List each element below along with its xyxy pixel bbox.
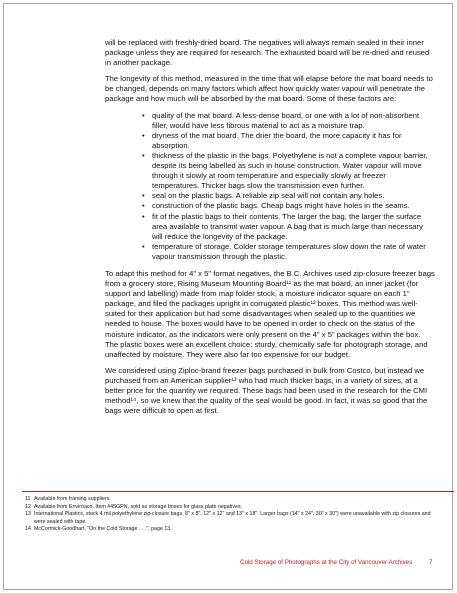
footnotes [25, 496, 435, 534]
footnote-number: 13 [25, 511, 31, 518]
footnote [25, 511, 435, 526]
footer-title: Cold Storage of Photographs at the City of Vancouver Archives [240, 559, 413, 566]
page-number: 7 [429, 559, 433, 566]
footnote-text: Available from framing suppliers. [34, 496, 111, 502]
running-footer [240, 559, 440, 566]
list-item: • fit of the plastic bags to their contents. The larger the bag, the larger the surface area available to transmit water vapour. A bag that is much large than necessary will reduce the longevity of the package. [152, 212, 435, 242]
factor-list [105, 111, 435, 262]
body-text [105, 38, 435, 422]
list-item: • construction of the plastic bags. Cheap bags might have holes in the seams. [152, 201, 435, 211]
paragraph: We considered using Ziploc-brand freezer bags purchased in bulk from Costco, but instead we purchased from an American supplier¹³ who had much thicker bags, in a variety of sizes, at a better price for the quantity we required. These bags had been used in the research for the CMI method¹⁴, so we knew that the quality of the seal would be good. In fact, it was so good that the bags were difficult to open at first. [105, 365, 428, 416]
footnote [25, 496, 435, 504]
list-item: • thickness of the plastic in the bags. Polyethylene is not a complete vapour barrier, despite its being labelled as such in house construction. Water vapour will move through it slowly at room temperature and especially slowly at freezer temperatures. Thicker bags slow the transmission even further. [152, 151, 435, 191]
list-item: • temperature of storage. Colder storage temperatures slow down the rate of water vapour transmission through the plastic. [152, 242, 435, 262]
footnote [25, 526, 435, 534]
paragraph: To adapt this method for 4" x 5" format negatives, the B.C. Archives used zip-closure freezer bags from a grocery store, Rising Museum Mounting Board¹¹ as the mat board, an inner jacket (for support and labelling) made from map folder stock, a moisture indicator square on each 1" package, and filed the packages upright in corrugated plastic¹² boxes. This method was well-suited for their application but had some disadvantages when sealed up to the quantities we needed to house. The boxes would have to be opened in order to check on the status of the moisture indicator, as the indicators were only present on the 4" x 5" packages within the box. The plastic boxes were an excellent choice: sturdy, chemically safe for photograph storage, and unaffected by moisture. They were also far too expensive for our budget. [105, 268, 435, 359]
footnote-divider [22, 491, 454, 492]
footnote-number: 12 [25, 503, 31, 510]
footnote-text: International Plastics, stock 4 mil polyethylene zip-closure bags, 8" x 8", 12" x 12" and 13" x 18". Larger bags (14" x 24", 30" x 30") were unavailable with zip closures and were sealed with tape. [34, 511, 431, 525]
footnote-number: 11 [25, 496, 31, 502]
footnote-text: McCormick-Goodhart, "On the Cold Storage . . .", page 13. [34, 526, 172, 533]
paragraph: The longevity of this method, measured in the time that will elapse before the mat board needs to be changed, depends on many factors which affect how quickly water vapour will penetrate the package and how much will be absorbed by the mat board. Some of these factors are: [105, 74, 433, 104]
footnote-text: Available from Enviroaco. Item #45GPN, sold as storage boxes for glass plate negatives. [34, 503, 243, 510]
footnote-number: 14 [25, 526, 31, 533]
list-item: • quality of the mat board. A less-dense board, or one with a lot of non-absorbent filler, would have less fibrous material to act as a moisture trap. [152, 111, 435, 131]
list-item: • dryness of the mat board. The drier the board, the more capacity it has for absorption. [152, 131, 435, 151]
footnote [25, 504, 435, 512]
paragraph: will be replaced with freshly-dried board. The negatives will always remain sealed in their inner package unless they are required for research. The exhausted board will be re-dried and reused in another package. [105, 38, 430, 68]
list-item: • seal on the plastic bags. A reliable zip seal will not contain any holes. [152, 191, 435, 201]
